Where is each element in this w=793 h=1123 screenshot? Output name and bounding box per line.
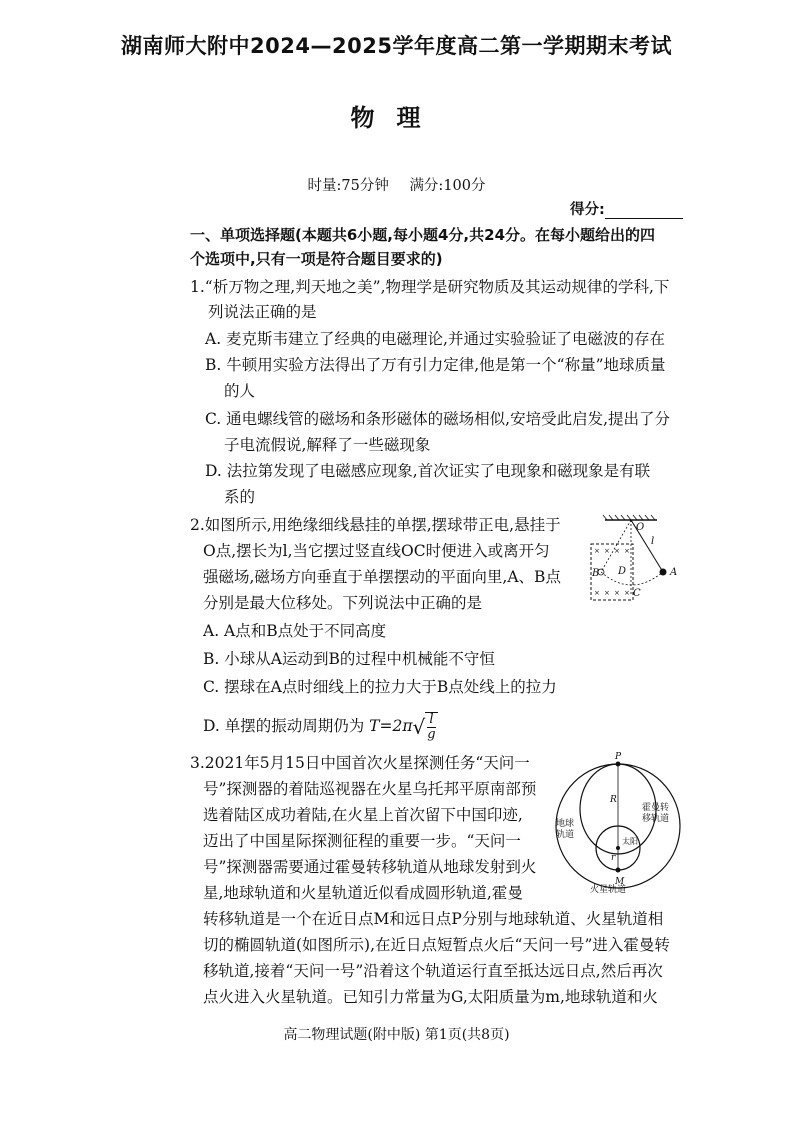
q2-stem-line3: 强磁场,磁场方向垂直于单摆摆动的平面向里,A、B点	[203, 568, 561, 586]
svg-text:×: ×	[594, 547, 600, 555]
q3-line8: 切的椭圆轨道(如图所示),在近日点短暂点火后“天问一号”进入霍曼转	[203, 936, 670, 954]
q1-option-d-line2: 系的	[224, 488, 256, 506]
q2-formula-t: T=2π	[369, 717, 413, 735]
pendulum-bob	[660, 569, 667, 576]
fig2-label-b: B	[592, 568, 600, 579]
q3-line7: 转移轨道是一个在近日点M和远日点P分别与地球轨道、火星轨道相	[203, 910, 664, 928]
fig2-label-a: A	[670, 567, 678, 578]
fig3-label-mars-orbit: 火星轨道	[590, 885, 627, 895]
q3-line2: 号”探测器的着陆巡视器在火星乌托邦平原南部预	[203, 780, 537, 798]
fig3-label-hohmann: 霍曼转移轨道	[642, 803, 670, 824]
svg-text:×: ×	[614, 589, 620, 597]
q2-formula-den: g	[427, 727, 436, 742]
time-limit: 时量:75分钟	[307, 178, 389, 194]
q3-line3: 选着陆区成功着陆,在火星上首次留下中国印迹,	[203, 806, 523, 824]
hohmann-figure	[548, 748, 688, 896]
q3-line9: 移轨道,接着“天问一号”沿着这个轨道运行直至抵达远日点,然后再次	[203, 962, 663, 980]
pendulum-figure	[583, 512, 683, 606]
exam-meta	[0, 174, 793, 195]
svg-text:×: ×	[594, 589, 600, 597]
svg-text:×: ×	[604, 547, 610, 555]
q2-option-b: B. 小球从A运动到B的过程中机械能不守恒	[203, 650, 495, 668]
fig2-label-l: l	[651, 536, 655, 547]
q1-stem-line1: 1.“析万物之理,判天地之美”,物理学是研究物质及其运动规律的学科,下	[190, 278, 670, 296]
fig2-label-o: O	[636, 522, 645, 533]
subject-title: 物理	[350, 104, 443, 132]
section-heading-line1: 一、单项选择题(本题共6小题,每小题4分,共24分。在每小题给出的四	[190, 226, 656, 244]
fig2-label-d: D	[618, 566, 627, 577]
svg-text:×: ×	[624, 547, 630, 555]
svg-text:×: ×	[624, 589, 630, 597]
q2-formula-fraction	[427, 713, 435, 742]
fig3-label-earth-orbit: 地球轨道	[556, 819, 575, 840]
q1-option-c-line1: C. 通电螺线管的磁场和条形磁体的磁场相似,安培受此启发,提出了分	[205, 410, 671, 428]
fig3-label-r: r	[611, 853, 616, 863]
q1-stem-line2: 列说法正确的是	[208, 303, 317, 321]
score-field	[570, 198, 683, 219]
fig3-label-sun: 太阳	[622, 837, 638, 846]
fig2-label-c: C	[633, 588, 641, 599]
q3-line1: 3.2021年5月15日中国首次火星探测任务“天问一	[190, 754, 530, 772]
fig3-label-r-big: R	[610, 795, 617, 805]
exam-title: 湖南师大附中2024—2025学年度高二第一学期期末考试	[121, 34, 672, 58]
q1-option-b-line2: 的人	[224, 382, 256, 400]
q3-line10: 点火进入火星轨道。已知引力常量为G,太阳质量为m,地球轨道和火	[203, 988, 658, 1006]
section-heading-line2: 个选项中,只有一项是符合题目要求的)	[190, 250, 443, 268]
q3-line5: 号”探测器需要通过霍曼转移轨道从地球发射到火	[203, 858, 537, 876]
q2-option-d: D. 单摆的振动周期仍为 T=2π√ $\frac{l}{g}$	[203, 712, 436, 742]
full-score: 满分:100分	[409, 178, 486, 194]
q2-option-a: A. A点和B点处于不同高度	[203, 622, 387, 640]
score-blank	[605, 204, 683, 219]
q2-stem-line4: 分别是最大位移处。下列说法中正确的是	[203, 594, 483, 612]
score-label: 得分:	[570, 202, 605, 218]
q1-option-b-line1: B. 牛顿用实验方法得出了万有引力定律,他是第一个“称量”地球质量	[205, 356, 666, 374]
q1-option-a: A. 麦克斯韦建立了经典的电磁理论,并通过实验验证了电磁波的存在	[205, 330, 665, 348]
q2-option-d-prefix: D. 单摆的振动周期仍为	[203, 717, 365, 735]
page-footer: 高二物理试题(附中版) 第1页(共8页)	[283, 1027, 510, 1043]
q2-formula-num: l	[427, 713, 435, 728]
sun-icon	[616, 846, 620, 850]
svg-text:×: ×	[614, 547, 620, 555]
q2-stem-line2: O点,摆长为l,当它摆过竖直线OC时便进入或离开匀	[203, 542, 550, 560]
q2-option-c: C. 摆球在A点时细线上的拉力大于B点处线上的拉力	[203, 678, 557, 696]
svg-text:×: ×	[604, 589, 610, 597]
q3-line4: 迈出了中国星际探测征程的重要一步。“天问一	[203, 832, 521, 850]
q3-line6: 星,地球轨道和火星轨道近似看成圆形轨道,霍曼	[203, 884, 523, 902]
q2-stem-line1: 2.如图所示,用绝缘细线悬挂的单摆,摆球带正电,悬挂于	[190, 516, 561, 534]
fig3-label-p: P	[615, 752, 622, 762]
fig3-label-m: M	[615, 877, 625, 887]
q1-option-c-line2: 子电流假说,解释了一些磁现象	[224, 436, 431, 454]
q1-option-d-line1: D. 法拉第发现了电磁感应现象,首次证实了电现象和磁现象是有联	[205, 462, 651, 480]
